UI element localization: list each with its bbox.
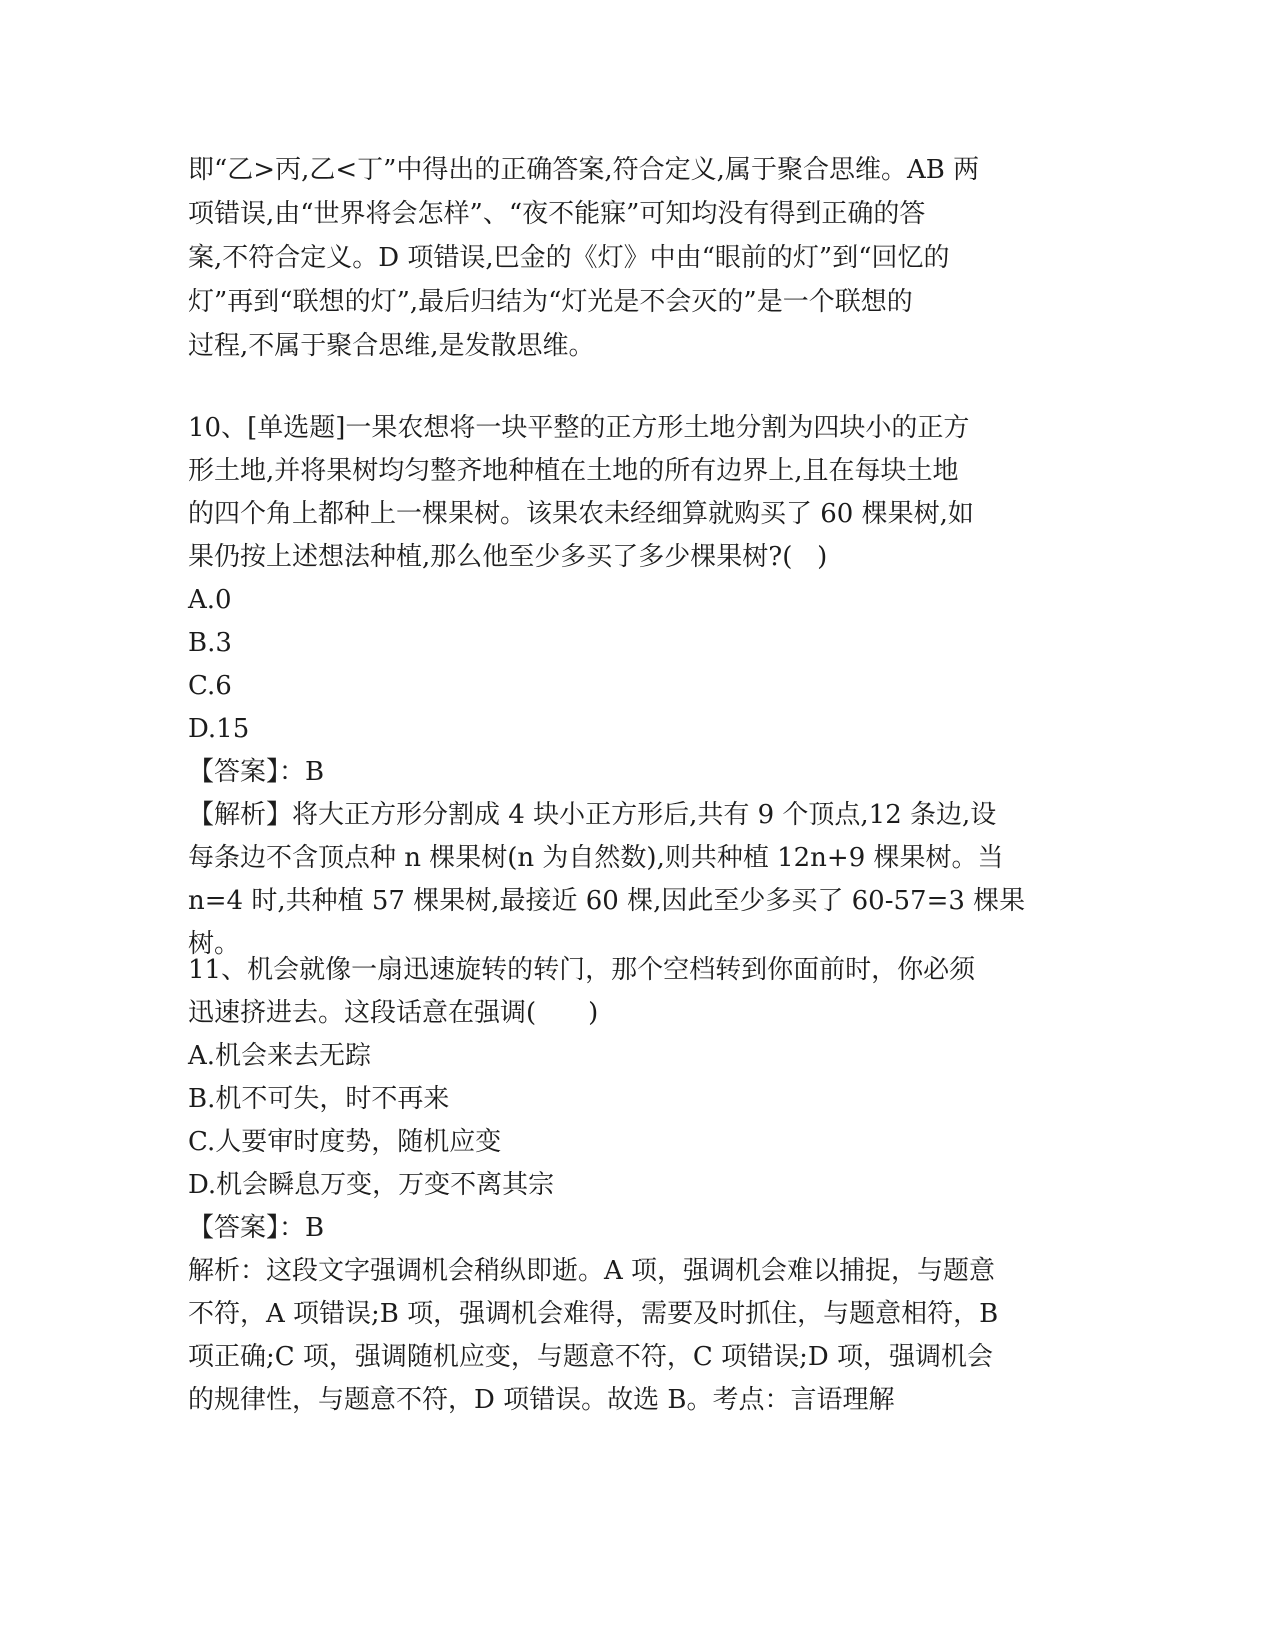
option-a: A.机会来去无踪 [188,1041,372,1071]
analysis-line: n=4 时,共种植 57 棵果树,最接近 60 棵,因此至少多买了 60-57=3 棵果 [188,886,1026,916]
question-stem-line: 迅速挤进去。这段话意在强调( ) [188,998,599,1028]
text-line: 过程,不属于聚合思维,是发散思维。 [188,331,595,361]
text-line: 灯”再到“联想的灯”,最后归结为“灯光是不会灭的”是一个联想的 [188,287,913,317]
analysis-line: 树。 [188,929,241,959]
answer-line: 【答案】：B [188,1213,325,1243]
question-stem-line: 10、[单选题]一果农想将一块平整的正方形土地分割为四块小的正方 [188,413,970,443]
option-d: D.15 [188,714,250,744]
analysis-line: 【解析】将大正方形分割成 4 块小正方形后,共有 9 个顶点,12 条边,设 [188,800,997,830]
option-c: C.6 [188,671,232,701]
question-10 [188,407,1088,966]
answer-line: 【答案】：B [188,757,325,787]
option-d: D.机会瞬息万变，万变不离其宗 [188,1170,555,1200]
question-stem-line: 11、机会就像一扇迅速旋转的转门，那个空档转到你面前时，你必须 [188,955,976,985]
analysis-line: 解析：这段文字强调机会稍纵即逝。A 项，强调机会难以捕捉，与题意 [188,1256,996,1286]
text-line: 案,不符合定义。D 项错误,巴金的《灯》中由“眼前的灯”到“回忆的 [188,243,950,273]
option-b: B.3 [188,628,232,658]
text-line: 项错误,由“世界将会怎样”、“夜不能寐”可知均没有得到正确的答 [188,199,926,229]
analysis-line: 项正确;C 项，强调随机应变，与题意不符，C 项错误;D 项，强调机会 [188,1342,993,1372]
question-stem-line: 的四个角上都种上一棵果树。该果农未经细算就购买了 60 棵果树,如 [188,499,974,529]
analysis-line: 的规律性，与题意不符，D 项错误。故选 B。考点：言语理解 [188,1385,895,1415]
analysis-line: 不符，A 项错误;B 项，强调机会难得，需要及时抓住，与题意相符，B [188,1299,999,1329]
option-b: B.机不可失，时不再来 [188,1084,450,1114]
text-line: 即“乙>丙,乙<丁”中得出的正确答案,符合定义,属于聚合思维。AB 两 [188,155,980,185]
option-a: A.0 [188,585,232,615]
analysis-line: 每条边不含顶点种 n 棵果树(n 为自然数),则共种植 12n+9 棵果树。当 [188,843,1004,873]
question-11 [188,949,1088,1422]
question-stem-line: 果仍按上述想法种植,那么他至少多买了多少棵果树?( ) [188,542,828,572]
option-c: C.人要审时度势，随机应变 [188,1127,502,1157]
question-stem-line: 形土地,并将果树均匀整齐地种植在土地的所有边界上,且在每块土地 [188,456,959,486]
previous-explanation [188,148,1088,368]
